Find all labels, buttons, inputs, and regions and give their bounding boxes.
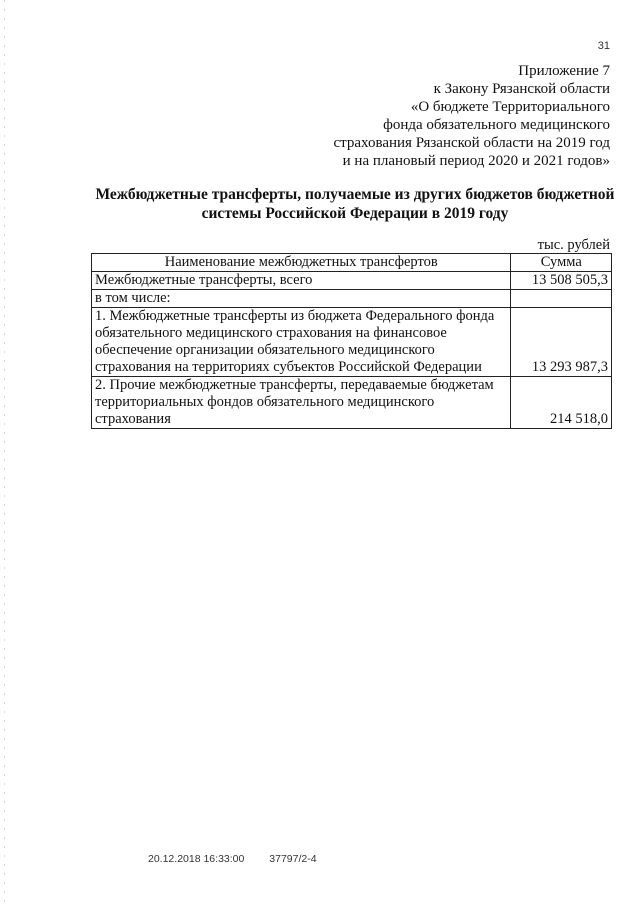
appendix-line: к Закону Рязанской области — [433, 81, 610, 97]
row-name: Межбюджетные трансферты, всего — [92, 272, 511, 290]
table-row — [92, 290, 612, 308]
appendix-line: страхования Рязанской области на 2019 год — [333, 135, 610, 151]
document-title — [90, 185, 620, 223]
table-row — [92, 377, 612, 429]
footer-stamp — [148, 853, 339, 865]
appendix-line: фонда обязательного медицинского — [383, 117, 610, 133]
appendix-line: Приложение 7 — [518, 63, 610, 79]
transfers-table — [91, 253, 612, 429]
page-number: 31 — [597, 40, 610, 52]
appendix-header — [270, 62, 610, 170]
row-sum: 13 508 505,3 — [511, 272, 612, 290]
row-name: 2. Прочие межбюджетные трансферты, передаваемые бюджетам территориальных фондов обязательного медицинского страхования — [92, 377, 511, 429]
table-row — [92, 272, 612, 290]
row-sum: 13 293 987,3 — [511, 308, 612, 377]
title-line: системы Российской Федерации в 2019 году — [201, 205, 509, 222]
header-sum: Сумма — [511, 254, 612, 272]
row-sum: 214 518,0 — [511, 377, 612, 429]
footer-doc-code: 37797/2-4 — [269, 853, 317, 865]
table-row — [92, 308, 612, 377]
appendix-line: «О бюджете Территориального — [410, 99, 610, 115]
row-name: в том числе: — [92, 290, 511, 308]
footer-timestamp: 20.12.2018 16:33:00 — [148, 853, 245, 865]
header-name: Наименование межбюджетных трансфертов — [92, 254, 511, 272]
title-line: Межбюджетные трансферты, получаемые из других бюджетов бюджетной — [95, 186, 615, 203]
units-label: тыс. рублей — [537, 237, 610, 253]
appendix-line: и на плановый период 2020 и 2021 годов» — [342, 153, 610, 169]
row-sum — [511, 290, 612, 308]
table-header-row — [92, 254, 612, 272]
row-name: 1. Межбюджетные трансферты из бюджета Федерального фонда обязательного медицинского страхования на финансовое обеспечение организации обязательного медицинского страхования на территориях субъектов Российской Федерации — [92, 308, 511, 377]
scan-edge-marks — [4, 0, 5, 905]
